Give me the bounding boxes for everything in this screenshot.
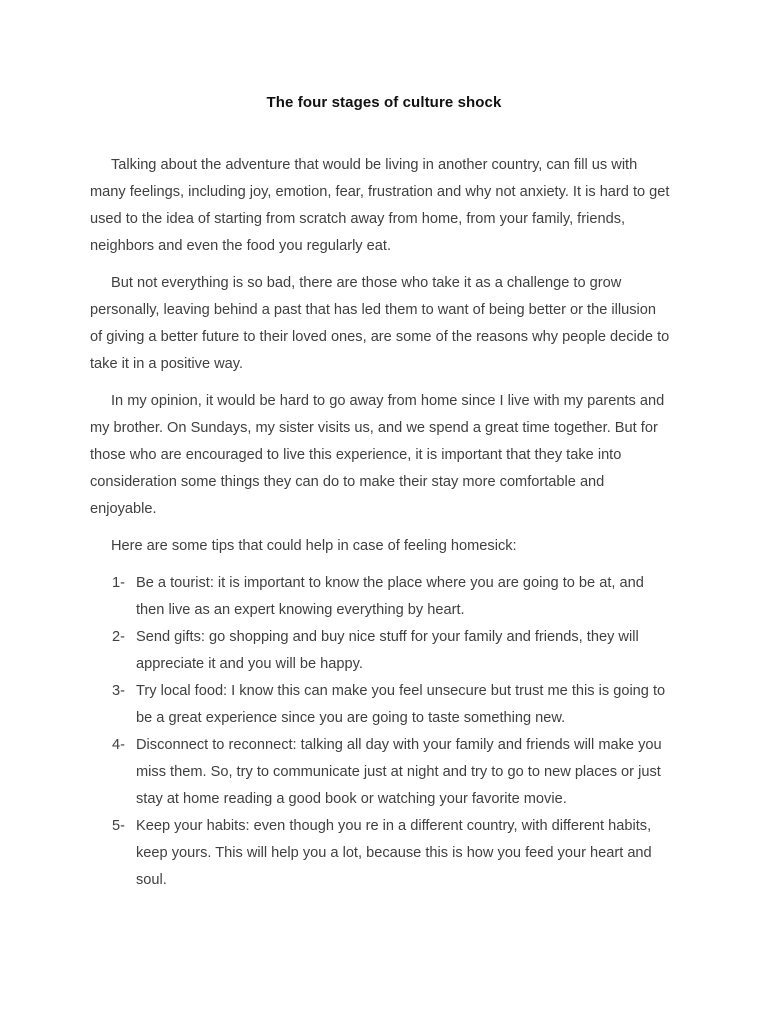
list-item [90,570,672,624]
list-item [90,732,672,813]
list-item [90,678,672,732]
list-item-number: 1- [112,575,125,591]
document-title: The four stages of culture shock [266,94,502,111]
list-item-text: Be a tourist: it is important to know the place where you are going to be at, and then live as an expert knowing everything by heart. [136,575,644,618]
paragraph-challenge: But not everything is so bad, there are those who take it as a challenge to grow personally, leaving behind a past that has led them to want of being better or the illusion of giving a better future to their loved ones, are some of the reasons why people decide to take it in a positive way. [90,275,670,372]
tips-list [90,570,672,894]
list-item-text: Disconnect to reconnect: talking all day with your family and friends will make you miss them. So, try to communicate just at night and try to go to new places or just stay at home reading a good book or watching your favorite movie. [136,737,662,807]
document-body [90,152,672,894]
paragraph-opinion: In my opinion, it would be hard to go away from home since I live with my parents and my brother. On Sundays, my sister visits us, and we spend a great time together. But for those who are encouraged to live this experience, it is important that they take into consideration some things they can do to make their stay more comfortable and enjoyable. [90,393,665,517]
list-item-number: 3- [112,683,125,699]
list-item-number: 5- [112,818,125,834]
list-item [90,624,672,678]
list-item-text: Send gifts: go shopping and buy nice stuff for your family and friends, they will appreciate it and you will be happy. [136,629,639,672]
list-item [90,813,672,894]
list-item-number: 4- [112,737,125,753]
list-item-text: Keep your habits: even though you re in a different country, with different habits, keep yours. This will help you a lot, because this is how you feed your heart and soul. [136,818,652,888]
list-item-text: Try local food: I know this can make you feel unsecure but trust me this is going to be a great experience since you are going to taste something new. [136,683,666,726]
paragraph-intro: Talking about the adventure that would be living in another country, can fill us with many feelings, including joy, emotion, fear, frustration and why not anxiety. It is hard to get used to the idea of starting from scratch away from home, from your family, friends, neighbors and even the food you regularly eat. [90,157,670,254]
paragraph-tips-intro: Here are some tips that could help in case of feeling homesick: [111,538,517,554]
list-item-number: 2- [112,629,125,645]
